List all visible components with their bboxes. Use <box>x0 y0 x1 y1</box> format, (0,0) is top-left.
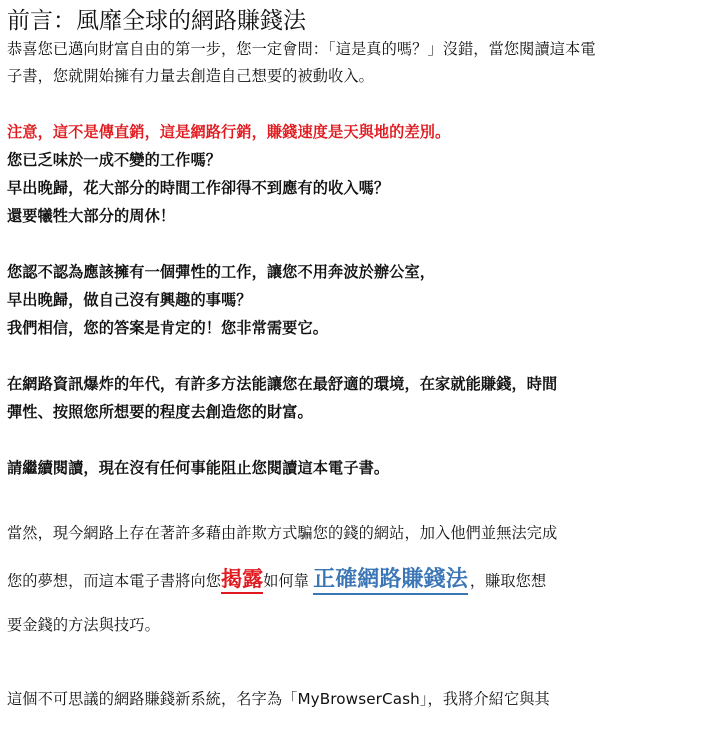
spacer <box>7 90 706 118</box>
spacer <box>7 230 706 258</box>
warning-line: 注意，這不是傳直銷，這是網路行銷，賺錢速度是天與地的差別。 <box>7 123 451 141</box>
question-line-1: 您已乏味於一成不變的工作嗎？ <box>7 151 222 169</box>
flexible-line-3: 我們相信，您的答案是肯定的！您非常需要它。 <box>7 319 329 337</box>
spacer <box>7 648 706 676</box>
page-title: 前言：風靡全球的網路賺錢法 <box>7 8 306 34</box>
flexible-line-2: 早出晚歸，做自己沒有興趣的事嗎？ <box>7 291 252 309</box>
spacer <box>7 342 706 370</box>
scam-line-3: 要金錢的方法與技巧。 <box>7 616 160 634</box>
era-line-2: 彈性、按照您所想要的程度去創造您的財富。 <box>7 403 313 421</box>
scam-line-2-mid: 如何靠 <box>263 572 310 590</box>
scam-line-2-end: ，賺取您想 <box>469 572 547 590</box>
spacer <box>7 482 706 510</box>
intro-line-2: 子書，您就開始擁有力量去創造自己想要的被動收入。 <box>7 67 374 85</box>
scam-line-2-start: 您的夢想，而這本電子書將向您 <box>7 572 222 590</box>
reveal-highlight: 揭露 <box>221 567 263 594</box>
continue-line: 請繼續閱讀，現在沒有任何事能阻止您閱讀這本電子書。 <box>7 459 390 477</box>
question-line-2: 早出晚歸，花大部分的時間工作卻得不到應有的收入嗎？ <box>7 179 390 197</box>
era-line-1: 在網路資訊爆炸的年代，有許多方法能讓您在最舒適的環境，在家就能賺錢，時間 <box>7 375 558 393</box>
scam-line-1: 當然，現今網路上存在著許多藉由詐欺方式騙您的錢的網站，加入他們並無法完成 <box>7 524 558 542</box>
last-line: 這個不可思議的網路賺錢新系統，名字為「MyBrowserCash」，我將介紹它與其 <box>7 690 550 708</box>
spacer <box>7 426 706 454</box>
question-line-3: 還要犧牲大部分的周休！ <box>7 207 176 225</box>
correct-method-highlight: 正確網路賺錢法 <box>313 567 468 595</box>
intro-line-1: 恭喜您已邁向財富自由的第一步，您一定會問：「這是真的嗎？」沒錯，當您閱讀這本電 <box>7 40 596 58</box>
flexible-line-1: 您認不認為應該擁有一個彈性的工作，讓您不用奔波於辦公室， <box>7 263 436 281</box>
scam-line-2 <box>7 556 706 602</box>
